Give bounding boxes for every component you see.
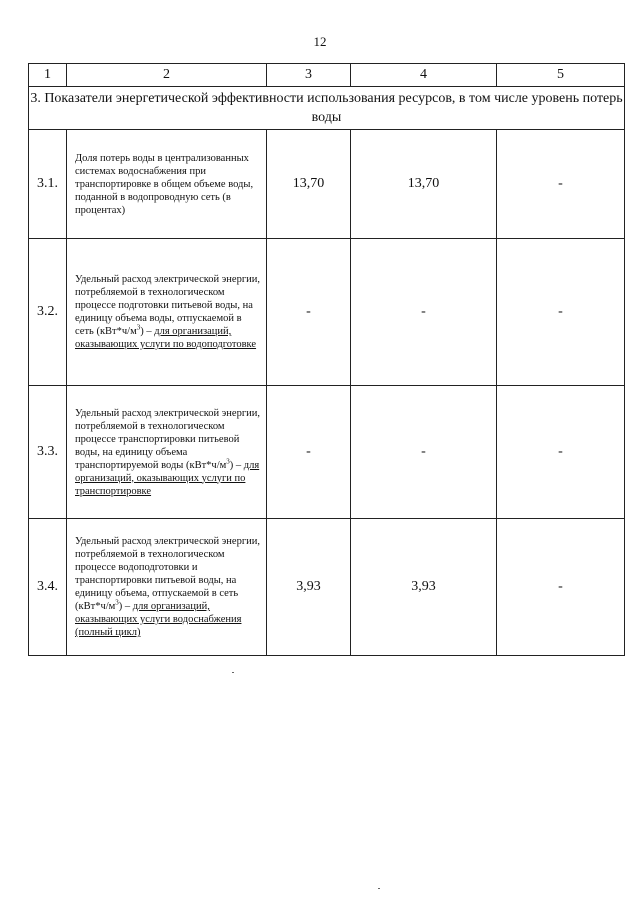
column-header-3: 3: [267, 64, 351, 87]
page-number: 12: [313, 34, 327, 49]
row-description: [67, 386, 267, 519]
row-number: 3.2.: [29, 239, 67, 386]
table-row: [29, 239, 625, 386]
value-col5: -: [497, 386, 625, 519]
row-number: 3.3.: [29, 386, 67, 519]
superscript: 3: [136, 323, 141, 332]
row-description: [67, 239, 267, 386]
column-header-4: 4: [351, 64, 497, 87]
row-number: 3.1.: [29, 130, 67, 239]
column-header-2: 2: [67, 64, 267, 87]
description-text: ) –: [140, 326, 155, 337]
value-col3: 13,70: [267, 130, 351, 239]
row-description: [67, 519, 267, 656]
value-col3: -: [267, 386, 351, 519]
value-col5: -: [497, 519, 625, 656]
description-underlined: для организаций, оказывающих услуги по транспортировке: [75, 459, 260, 497]
header-row: [29, 64, 625, 87]
value-col4: -: [351, 239, 497, 386]
description-text: ) –: [229, 459, 244, 471]
section-row: [29, 87, 625, 130]
superscript: 3: [226, 457, 230, 465]
column-header-1: 1: [29, 64, 67, 87]
description-text: ) –: [118, 601, 133, 612]
description-text: Удельный расход электрической энергии, потребляемой в технологическом процессе подготовки питьевой воды, на единицу объема воды, отпускаемой в сеть (кВт*ч/м: [75, 274, 261, 337]
superscript: 3: [115, 598, 119, 607]
value-col5: -: [497, 239, 625, 386]
description-text: Удельный расход электрической энергии, потребляемой в технологическом процессе транспортировки питьевой воды, на единицу объема транспортируемой воды (кВт*ч/м: [75, 407, 261, 471]
value-col5: -: [497, 130, 625, 239]
description-text: Удельный расход электрической энергии, потребляемой в технологическом процессе водоподготовки и транспортировки питьевой воды, на единицу объема, отпускаемой в сеть (кВт*ч/м: [75, 536, 261, 612]
value-col3: 3,93: [267, 519, 351, 656]
description-underlined: для организаций, оказывающих услуги по водоподготовке: [75, 326, 257, 350]
scan-speck: [378, 888, 380, 889]
description-text: Доля потерь воды в централизованных системах водоснабжения при транспортировке в общем объеме воды, поданной в водопроводную сеть (в процентах): [75, 152, 254, 216]
table-row: [29, 519, 625, 656]
value-col4: 13,70: [351, 130, 497, 239]
value-col3: -: [267, 239, 351, 386]
value-col4: 3,93: [351, 519, 497, 656]
table-row: [29, 386, 625, 519]
value-col4: -: [351, 386, 497, 519]
section-title: 3. Показатели энергетической эффективности использования ресурсов, в том числе уровень потерь воды: [29, 87, 625, 130]
row-description: [67, 130, 267, 239]
column-header-5: 5: [497, 64, 625, 87]
indicators-table: [28, 63, 625, 656]
description-underlined: для организаций, оказывающих услуги водоснабжения (полный цикл): [75, 601, 242, 638]
scan-speck: [232, 672, 234, 673]
row-number: 3.4.: [29, 519, 67, 656]
table-row: [29, 130, 625, 239]
